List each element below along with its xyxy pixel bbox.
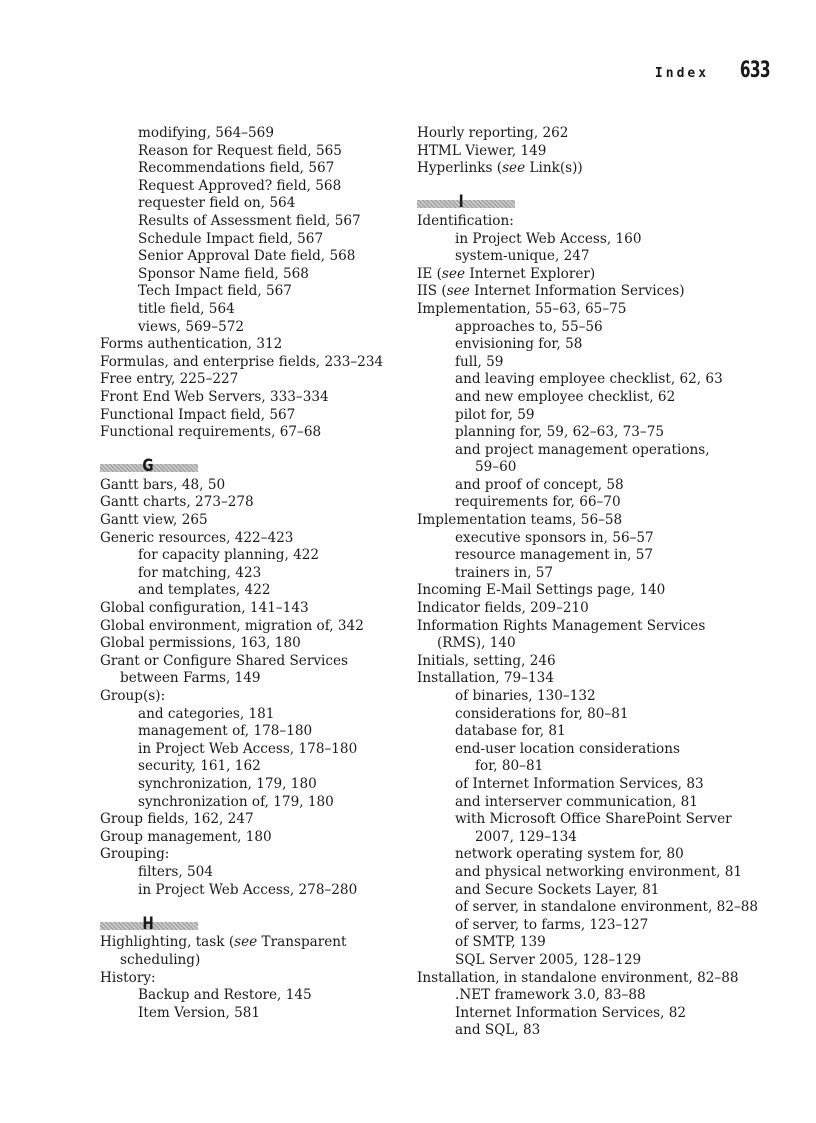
index-subentry <box>100 565 415 583</box>
entry-text: in Project Web Access, 278–280 <box>138 881 358 898</box>
entry-text: Global environment, migration of, 342 <box>100 617 364 634</box>
entry-text: with Microsoft Office SharePoint Server <box>455 811 732 828</box>
running-head <box>655 58 770 83</box>
entry-text: SQL Server 2005, 128–129 <box>455 951 642 968</box>
index-subentry <box>417 442 732 460</box>
entry-text: system-unique, 247 <box>455 248 590 265</box>
entry-text: envisioning for, 58 <box>455 336 583 353</box>
entry-text-after: Internet Information Services) <box>469 283 685 300</box>
index-column-left <box>100 125 415 1022</box>
entry-text: Sponsor Name field, 568 <box>138 265 309 282</box>
letter-heading-char: H <box>142 913 154 934</box>
index-subentry <box>100 723 415 741</box>
entry-text: in Project Web Access, 160 <box>455 230 642 247</box>
index-subentry <box>417 231 732 249</box>
entry-text-after: Link(s)) <box>525 160 583 177</box>
entry-text: and interserver communication, 81 <box>455 793 698 810</box>
entry-text: Item Version, 581 <box>138 1004 261 1021</box>
entry-text: and leaving employee checklist, 62, 63 <box>455 371 723 388</box>
index-subentry <box>417 494 732 512</box>
index-subentry <box>417 547 732 565</box>
index-subentry <box>417 846 732 864</box>
index-subentry <box>100 706 415 724</box>
entry-text: Installation, 79–134 <box>417 670 554 687</box>
index-subentry <box>417 811 732 829</box>
index-entry <box>100 424 415 442</box>
entry-text: filters, 504 <box>138 863 213 880</box>
index-entry <box>100 354 415 372</box>
entry-text: scheduling) <box>120 951 201 968</box>
page-number: 633 <box>739 58 770 83</box>
index-subentry <box>417 319 732 337</box>
index-entry <box>417 512 732 530</box>
entry-text: Group management, 180 <box>100 828 272 845</box>
letter-heading <box>417 192 732 213</box>
index-subentry <box>100 143 415 161</box>
index-subentry <box>417 723 732 741</box>
entry-text: title field, 564 <box>138 300 235 317</box>
index-entry <box>417 600 732 618</box>
entry-text: Identification: <box>417 212 514 229</box>
index-entry <box>100 494 415 512</box>
index-subentry <box>100 794 415 812</box>
index-subentry <box>100 231 415 249</box>
entry-text: and SQL, 83 <box>455 1022 541 1039</box>
entry-text: planning for, 59, 62–63, 73–75 <box>455 424 665 441</box>
letter-heading <box>100 913 415 935</box>
entry-text: resource management in, 57 <box>455 547 654 564</box>
entry-text: network operating system for, 80 <box>455 846 684 863</box>
entry-text: in Project Web Access, 178–180 <box>138 740 358 757</box>
entry-text: Implementation teams, 56–58 <box>417 512 623 529</box>
index-subentry <box>417 758 732 776</box>
entry-text: Forms authentication, 312 <box>100 336 283 353</box>
entry-text: Initials, setting, 246 <box>417 652 556 669</box>
entry-text: of server, in standalone environment, 82–88 <box>455 899 759 916</box>
index-entry <box>100 618 415 636</box>
index-entry <box>100 846 415 864</box>
index-subentry <box>417 987 732 1005</box>
index-entry <box>100 811 415 829</box>
entry-text: History: <box>100 969 156 986</box>
entry-text: Results of Assessment field, 567 <box>138 212 361 229</box>
entry-text: Tech Impact field, 567 <box>138 283 292 300</box>
entry-text: .NET framework 3.0, 83–88 <box>455 987 646 1004</box>
entry-text: and categories, 181 <box>138 705 275 722</box>
index-subentry <box>417 899 759 917</box>
entry-text: Highlighting, task ( <box>100 934 235 951</box>
entry-text: Group(s): <box>100 688 166 704</box>
index-subentry <box>417 459 732 477</box>
entry-text: 59–60 <box>475 459 517 476</box>
entry-text: Group fields, 162, 247 <box>100 811 254 828</box>
letter-heading-char: I <box>458 192 464 213</box>
entry-text: executive sponsors in, 56–57 <box>455 529 654 546</box>
index-entry <box>100 635 415 653</box>
see-reference: see <box>234 934 258 951</box>
entry-text: Functional Impact field, 567 <box>100 406 296 423</box>
index-subentry <box>417 565 732 583</box>
index-entry <box>100 829 415 847</box>
entry-text: database for, 81 <box>455 723 566 740</box>
entry-text: Hourly reporting, 262 <box>417 125 569 141</box>
index-subentry <box>100 547 415 565</box>
index-entry <box>417 266 732 284</box>
entry-text: pilot for, 59 <box>455 406 535 423</box>
index-entry <box>100 600 415 618</box>
index-subentry <box>417 688 732 706</box>
index-subentry <box>417 1005 732 1023</box>
index-subentry <box>417 829 732 847</box>
entry-text: for capacity planning, 422 <box>138 547 320 564</box>
index-entry <box>417 283 732 301</box>
entry-text: Gantt bars, 48, 50 <box>100 476 226 493</box>
index-subentry <box>100 1005 415 1023</box>
entry-text: Senior Approval Date field, 568 <box>138 248 356 265</box>
see-reference: see <box>441 265 465 282</box>
entry-text: Grant or Configure Shared Services <box>100 652 348 669</box>
entry-text: modifying, 564–569 <box>138 125 274 141</box>
index-subentry <box>417 917 732 935</box>
index-entry <box>417 969 739 988</box>
entry-text: 2007, 129–134 <box>475 828 577 845</box>
entry-text: IE ( <box>417 265 442 282</box>
index-entry <box>417 143 732 161</box>
entry-text: requester field on, 564 <box>138 195 296 212</box>
index-subentry <box>100 248 415 266</box>
entry-text: Request Approved? field, 568 <box>138 177 342 194</box>
index-subentry <box>417 934 732 952</box>
entry-text: considerations for, 80–81 <box>455 705 629 722</box>
index-entry <box>100 477 415 495</box>
entry-text: Implementation, 55–63, 65–75 <box>417 300 627 317</box>
entry-text: Installation, in standalone environment, 82–88 <box>417 969 739 986</box>
entry-text: Gantt view, 265 <box>100 512 208 529</box>
index-subentry <box>417 863 743 882</box>
entry-text: Generic resources, 422–423 <box>100 529 294 546</box>
index-subentry <box>417 248 732 266</box>
index-entry <box>100 512 415 530</box>
index-subentry <box>417 407 732 425</box>
index-subentry <box>100 864 415 882</box>
index-subentry <box>417 776 732 794</box>
entry-text: Formulas, and enterprise fields, 233–234 <box>100 353 384 370</box>
index-subentry <box>100 319 415 337</box>
entry-text: Recommendations field, 567 <box>138 160 335 177</box>
index-subentry <box>100 283 415 301</box>
index-subentry <box>417 389 732 407</box>
index-entry <box>100 934 415 952</box>
entry-text: Gantt charts, 273–278 <box>100 494 254 511</box>
entry-text: of server, to farms, 123–127 <box>455 916 649 933</box>
index-subentry <box>100 125 415 143</box>
index-entry <box>417 618 732 636</box>
entry-text: approaches to, 55–56 <box>455 318 603 335</box>
entry-text: Information Rights Management Services <box>417 617 706 634</box>
entry-text: views, 569–572 <box>138 318 245 335</box>
entry-text: and project management operations, <box>455 441 710 458</box>
index-entry <box>100 653 415 671</box>
see-reference: see <box>446 283 470 300</box>
entry-text: HTML Viewer, 149 <box>417 142 547 159</box>
index-subentry <box>100 741 415 759</box>
index-entry <box>100 670 415 688</box>
entry-text: management of, 178–180 <box>138 723 313 740</box>
entry-text: Grouping: <box>100 846 170 863</box>
index-subentry <box>417 706 732 724</box>
index-entry <box>417 213 732 231</box>
index-entry <box>100 688 415 706</box>
index-entry <box>100 389 415 407</box>
entry-text: and Secure Sockets Layer, 81 <box>455 881 660 898</box>
index-subentry <box>417 952 732 970</box>
entry-text: (RMS), 140 <box>437 635 516 652</box>
entry-text: and new employee checklist, 62 <box>455 388 676 405</box>
entry-text: Global configuration, 141–143 <box>100 600 309 617</box>
entry-text: of SMTP, 139 <box>455 934 546 951</box>
index-subentry <box>100 882 415 900</box>
letter-heading <box>100 456 415 477</box>
index-subentry <box>100 178 415 196</box>
entry-text: Indicator fields, 209–210 <box>417 600 589 617</box>
entry-text: requirements for, 66–70 <box>455 494 621 511</box>
index-subentry <box>100 195 415 213</box>
entry-text: of binaries, 130–132 <box>455 688 596 704</box>
entry-text: Functional requirements, 67–68 <box>100 424 322 441</box>
index-entry <box>417 653 732 671</box>
index-entry <box>417 670 732 688</box>
entry-text: Internet Information Services, 82 <box>455 1004 687 1021</box>
letter-heading-char: G <box>142 456 154 477</box>
index-entry <box>417 125 732 143</box>
index-entry <box>417 160 732 178</box>
index-subentry <box>100 987 415 1005</box>
entry-text: and proof of concept, 58 <box>455 476 624 493</box>
entry-text: synchronization of, 179, 180 <box>138 793 334 810</box>
index-subentry <box>417 794 732 812</box>
entry-text: Incoming E-Mail Settings page, 140 <box>417 582 666 599</box>
entry-text: security, 161, 162 <box>138 758 261 775</box>
index-subentry <box>100 582 415 600</box>
index-entry <box>100 970 415 988</box>
entry-text: of Internet Information Services, 83 <box>455 775 704 792</box>
index-subentry <box>417 1022 732 1040</box>
index-column-right <box>417 125 759 1040</box>
entry-text: full, 59 <box>455 353 504 370</box>
index-subentry <box>417 371 732 389</box>
entry-text: Reason for Request field, 565 <box>138 142 342 159</box>
entry-text: and physical networking environment, 81 <box>455 863 743 880</box>
index-subentry <box>417 741 732 759</box>
index-subentry <box>100 301 415 319</box>
entry-text: IIS ( <box>417 283 447 300</box>
index-subentry <box>100 266 415 284</box>
entry-text: for, 80–81 <box>475 758 544 775</box>
index-subentry <box>417 336 732 354</box>
letter-heading-bar <box>417 200 515 208</box>
entry-text: Hyperlinks ( <box>417 160 503 177</box>
index-entry <box>100 336 415 354</box>
entry-text: trainers in, 57 <box>455 564 554 581</box>
index-entry <box>417 582 732 600</box>
entry-text: for matching, 423 <box>138 564 262 581</box>
index-subentry <box>417 424 732 442</box>
index-entry <box>100 530 415 548</box>
entry-text: Backup and Restore, 145 <box>138 987 312 1004</box>
entry-text: synchronization, 179, 180 <box>138 775 317 792</box>
index-subentry <box>100 776 415 794</box>
index-subentry <box>417 530 732 548</box>
entry-text-after: Transparent <box>257 934 347 951</box>
section-label: Index <box>654 66 710 81</box>
index-subentry <box>417 477 732 495</box>
index-entry <box>100 952 415 970</box>
index-entry <box>100 371 415 389</box>
index-entry <box>417 635 732 653</box>
entry-text: Free entry, 225–227 <box>100 371 239 388</box>
index-subentry <box>100 160 415 178</box>
entry-text: end-user location considerations <box>455 740 680 757</box>
entry-text: Front End Web Servers, 333–334 <box>100 388 329 405</box>
entry-text: Schedule Impact field, 567 <box>138 230 324 247</box>
index-subentry <box>100 213 415 231</box>
entry-text: Global permissions, 163, 180 <box>100 635 301 652</box>
index-subentry <box>417 354 732 372</box>
entry-text: and templates, 422 <box>138 582 271 599</box>
entry-text: between Farms, 149 <box>120 670 261 687</box>
entry-text-after: Internet Explorer) <box>465 265 596 282</box>
index-subentry <box>100 758 415 776</box>
index-entry <box>100 407 415 425</box>
index-subentry <box>417 882 732 900</box>
see-reference: see <box>502 160 526 177</box>
index-entry <box>417 301 732 319</box>
